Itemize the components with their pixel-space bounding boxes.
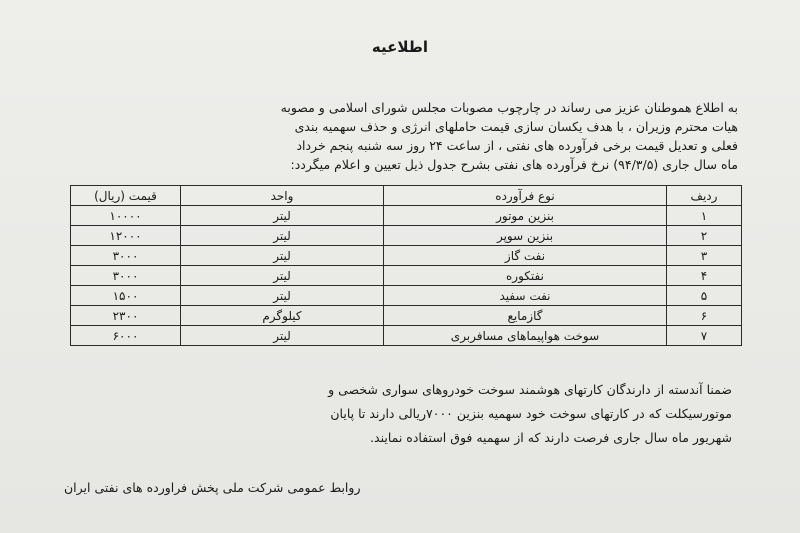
product-unit: لیتر xyxy=(181,206,384,226)
product-name: نفت سفید xyxy=(384,286,667,306)
intro-line: به اطلاع هموطنان عزیز می رساند در چارچوب مصوبات مجلس شورای اسلامی و مصوبه xyxy=(280,100,738,115)
row-number: ۵ xyxy=(667,286,742,306)
product-price: ۱۰۰۰۰ xyxy=(71,206,181,226)
row-number: ۶ xyxy=(667,306,742,326)
row-number: ۲ xyxy=(667,226,742,246)
table-row xyxy=(71,286,742,306)
product-price: ۲۳۰۰ xyxy=(71,306,181,326)
table-row xyxy=(71,246,742,266)
product-name: نفت گاز xyxy=(384,246,667,266)
table-row xyxy=(71,326,742,346)
table-row xyxy=(71,266,742,286)
intro-line: فعلی و تعدیل قیمت برخی فرآورده های نفتی ، از ساعت ۲۴ روز سه شنبه پنجم خرداد xyxy=(296,138,738,153)
product-price: ۶۰۰۰ xyxy=(71,326,181,346)
product-price: ۱۲۰۰۰ xyxy=(71,226,181,246)
row-number: ۱ xyxy=(667,206,742,226)
signature: روابط عمومی شرکت ملی پخش فراورده های نفتی ایران xyxy=(64,480,361,495)
product-unit: کیلوگرم xyxy=(181,306,384,326)
table-row xyxy=(71,206,742,226)
row-number: ۳ xyxy=(667,246,742,266)
header-price: قیمت (ریال) xyxy=(71,186,181,206)
table-row xyxy=(71,226,742,246)
product-unit: لیتر xyxy=(181,286,384,306)
product-unit: لیتر xyxy=(181,326,384,346)
product-unit: لیتر xyxy=(181,266,384,286)
product-name: سوخت هواپیماهای مسافربری xyxy=(384,326,667,346)
closing-line: شهریور ماه سال جاری فرصت دارند که از سهمیه فوق استفاده نمایند. xyxy=(370,430,732,445)
intro-paragraph xyxy=(58,98,738,174)
product-price: ۱۵۰۰ xyxy=(71,286,181,306)
table-row xyxy=(71,306,742,326)
notice-title: اطلاعیه xyxy=(371,38,429,56)
closing-paragraph xyxy=(52,378,732,450)
product-price: ۳۰۰۰ xyxy=(71,246,181,266)
intro-line: ماه سال جاری (۹۴/۳/۵) نرخ فرآورده های نفتی بشرح جدول ذیل تعیین و اعلام میگردد: xyxy=(290,157,738,172)
product-name: بنزین سوپر xyxy=(384,226,667,246)
header-unit: واحد xyxy=(181,186,384,206)
product-unit: لیتر xyxy=(181,226,384,246)
intro-line: هیات محترم وزیران ، با هدف یکسان سازی قیمت حاملهای انرژی و حذف سهمیه بندی xyxy=(294,119,738,134)
product-name: گازمایع xyxy=(384,306,667,326)
product-unit: لیتر xyxy=(181,246,384,266)
product-name: بنزین موتور xyxy=(384,206,667,226)
header-product-type: نوع فرآورده xyxy=(384,186,667,206)
closing-line: موتورسیکلت که در کارتهای سوخت خود سهمیه بنزین ۷۰۰۰ریالی دارند تا پایان xyxy=(330,406,732,421)
price-table xyxy=(70,185,742,346)
row-number: ۴ xyxy=(667,266,742,286)
row-number: ۷ xyxy=(667,326,742,346)
header-row-number: ردیف xyxy=(667,186,742,206)
product-price: ۳۰۰۰ xyxy=(71,266,181,286)
table-header-row xyxy=(71,186,742,206)
closing-line: ضمنا آندسته از دارندگان کارتهای هوشمند سوخت خودروهای سواری شخصی و xyxy=(328,382,732,397)
product-name: نفتکوره xyxy=(384,266,667,286)
